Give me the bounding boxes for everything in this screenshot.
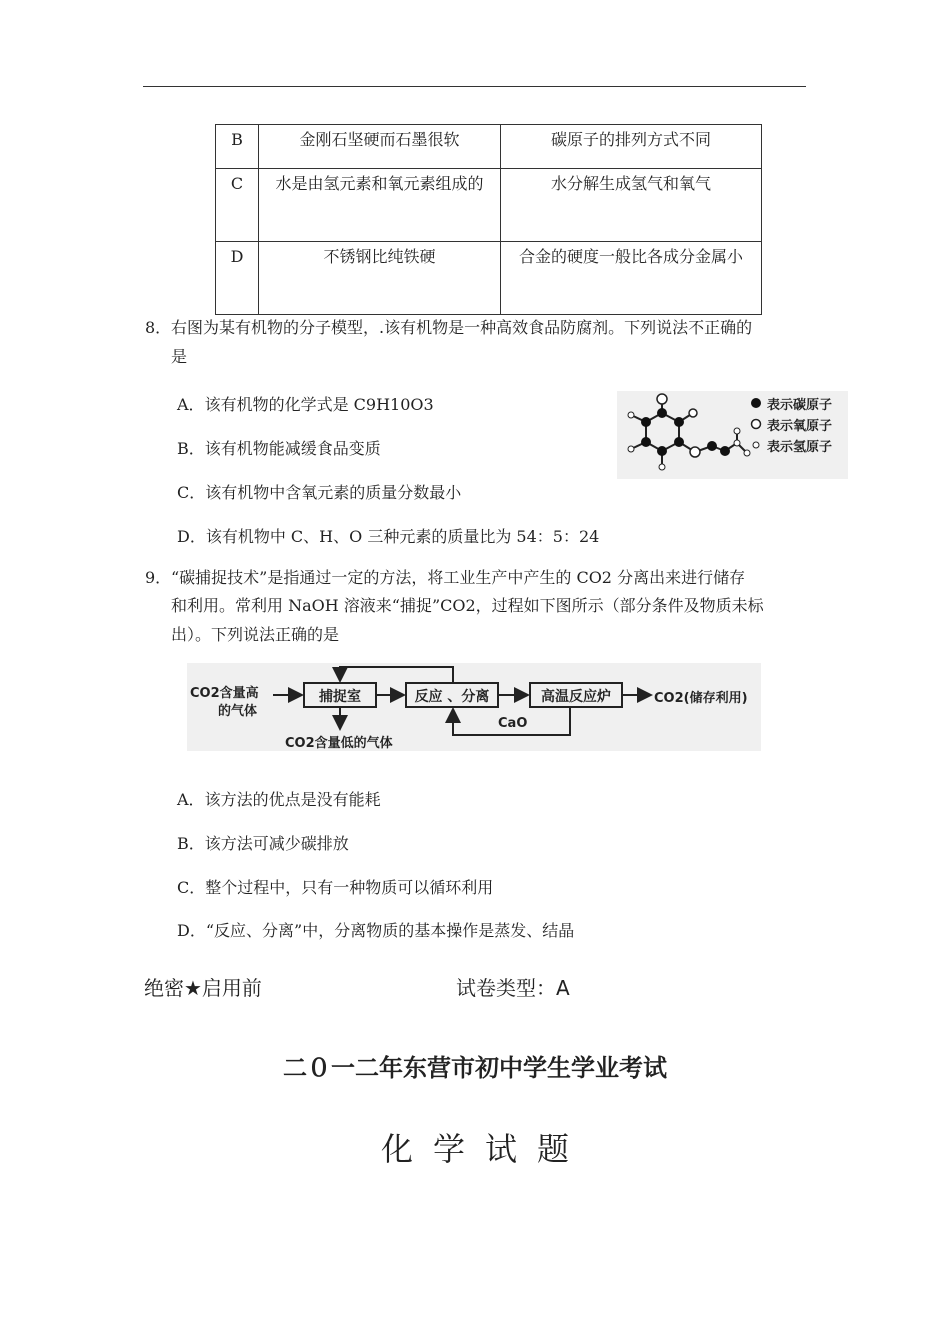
flow-recycle-label: CaO	[498, 716, 528, 731]
q9-stem-line1: “碳捕捉技术”是指通过一定的方法，将工业生产中产生的 CO2 分离出来进行储存	[171, 568, 746, 587]
flow-furnace: 高温反应炉	[541, 689, 611, 705]
secret-label: 绝密★启用前	[144, 976, 262, 1000]
flow-react-separate: 反应 、分离	[414, 689, 490, 705]
q9-option-a	[177, 787, 381, 810]
row-fact: 金刚石坚硬而石墨很软	[259, 125, 501, 169]
option-text: 该方法可减少碳排放	[204, 834, 349, 853]
option-label: D．	[177, 921, 206, 940]
option-text: 该有机物中含氧元素的质量分数最小	[205, 483, 462, 502]
legend-hydrogen: 表示氢原子	[767, 440, 833, 455]
q8-option-d	[177, 524, 599, 547]
flow-output: CO2(储存利用)	[654, 691, 748, 706]
q9-number: 9．	[145, 568, 172, 587]
q8-stem-line1: 右图为某有机物的分子模型，.该有机物是一种高效食品防腐剂。下列说法不正确的	[171, 318, 753, 337]
paper-type-label: 试卷类型：A	[456, 976, 570, 1000]
option-label: A．	[177, 395, 205, 414]
option-label: D．	[177, 527, 206, 546]
row-reason: 水分解生成氢气和氧气	[501, 169, 762, 242]
row-key: C	[216, 169, 259, 242]
option-text: 该方法的优点是没有能耗	[204, 790, 381, 809]
legend-carbon: 表示碳原子	[767, 398, 833, 413]
option-text: 该有机物的化学式是 C9H10O3	[204, 395, 434, 414]
option-text: 整个过程中，只有一种物质可以循环利用	[205, 878, 494, 897]
flow-capture-chamber: 捕捉室	[319, 689, 361, 705]
top-rule	[143, 86, 806, 87]
row-fact: 不锈钢比纯铁硬	[259, 242, 501, 315]
row-key: B	[216, 125, 259, 169]
flow-input	[190, 685, 259, 721]
row-reason: 合金的硬度一般比各成分金属小	[501, 242, 762, 315]
table-row	[216, 125, 762, 169]
exam-title: 二０一二年东营市初中学生学业考试	[283, 1054, 667, 1082]
option-label: B．	[177, 439, 205, 458]
q9-stem-line3: 出）。下列说法正确的是	[171, 625, 340, 644]
table-row	[216, 169, 762, 242]
legend-oxygen: 表示氧原子	[767, 419, 833, 434]
option-text: “反应、分离”中，分离物质的基本操作是蒸发、结晶	[205, 921, 575, 940]
table-row	[216, 242, 762, 315]
q9-option-c	[177, 875, 493, 898]
flow-low-gas: CO2含量低的气体	[285, 736, 393, 751]
option-label: A．	[177, 790, 205, 809]
molecule-legend	[767, 395, 832, 458]
flow-svg	[187, 663, 761, 751]
options-table	[215, 124, 762, 315]
q8-option-b	[177, 436, 381, 459]
option-label: C．	[177, 483, 206, 502]
q8-stem-line2: 是	[171, 347, 188, 366]
row-key: D	[216, 242, 259, 315]
process-flow-diagram	[187, 663, 761, 751]
option-text: 该有机物能减缓食品变质	[204, 439, 381, 458]
q8-number: 8．	[145, 318, 172, 337]
row-reason: 碳原子的排列方式不同	[501, 125, 762, 169]
option-label: B．	[177, 834, 205, 853]
option-text: 该有机物中 C、H、O 三种元素的质量比为 54：5：24	[205, 527, 600, 546]
q9-option-d	[177, 918, 574, 941]
molecule-figure	[617, 391, 848, 479]
subject-title: 化学试题	[380, 1130, 589, 1168]
row-fact: 水是由氢元素和氧元素组成的	[259, 169, 501, 242]
flow-input-line2: 的气体	[218, 704, 258, 719]
q9-option-b	[177, 831, 349, 854]
option-label: C．	[177, 878, 206, 897]
q8-option-a	[177, 392, 434, 415]
q9-stem-line2: 和利用。常利用 NaOH 溶液来“捕捉”CO2，过程如下图所示（部分条件及物质未标	[171, 596, 764, 615]
q8-option-c	[177, 480, 461, 503]
flow-input-line1: CO2含量高	[190, 686, 259, 701]
